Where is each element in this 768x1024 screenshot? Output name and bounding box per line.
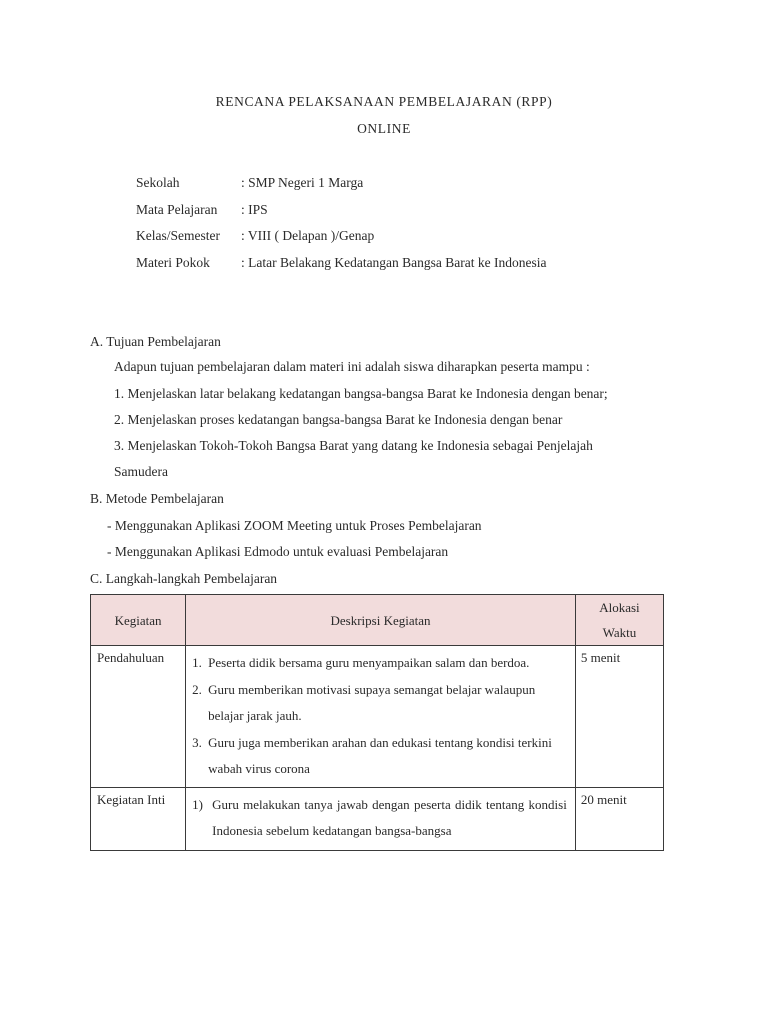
step-number: 1. (192, 655, 202, 670)
header-alokasi-line2: Waktu (602, 625, 637, 640)
list-item (192, 650, 567, 677)
header-deskripsi: Deskripsi Kegiatan (186, 595, 576, 646)
row-inti-kegiatan: Kegiatan Inti (91, 787, 186, 850)
identity-value-sekolah: : SMP Negeri 1 Marga (241, 175, 364, 190)
identity-value-mapel: : IPS (241, 202, 268, 217)
table-header-row (91, 595, 664, 646)
document-subtitle: ONLINE (357, 121, 411, 136)
header-kegiatan: Kegiatan (91, 595, 186, 646)
table-row (91, 787, 664, 850)
header-alokasi-line1: Alokasi (599, 600, 640, 615)
row-inti-waktu: 20 menit (575, 787, 663, 850)
table-row (91, 646, 664, 788)
row-pendahuluan-waktu: 5 menit (575, 646, 663, 788)
section-a-intro: Adapun tujuan pembelajaran dalam materi ini adalah siswa diharapkan peserta mampu : (114, 359, 590, 374)
section-b-item-1: - Menggunakan Aplikasi ZOOM Meeting untuk Proses Pembelajaran (107, 518, 482, 533)
identity-label-kelas: Kelas/Semester (136, 228, 220, 243)
row-pendahuluan-kegiatan: Pendahuluan (91, 646, 186, 788)
step-number: 3. (192, 734, 202, 750)
identity-label-mapel: Mata Pelajaran (136, 202, 218, 217)
section-a-item-2: 2. Menjelaskan proses kedatangan bangsa-bangsa Barat ke Indonesia dengan benar (114, 412, 563, 427)
header-alokasi (575, 595, 663, 646)
section-a-heading: A. Tujuan Pembelajaran (90, 334, 221, 349)
step-number: 2. (192, 681, 202, 697)
section-b-heading: B. Metode Pembelajaran (90, 491, 224, 506)
step-number: 1) (192, 796, 203, 812)
section-a-item-3: 3. Menjelaskan Tokoh-Tokoh Bangsa Barat yang datang ke Indonesia sebagai Penjelajah (114, 438, 593, 453)
list-item (192, 792, 567, 845)
step-text: Peserta didik bersama guru menyampaikan salam dan berdoa. (208, 655, 530, 670)
row-pendahuluan-deskripsi (186, 646, 576, 788)
step-text: Guru melakukan tanya jawab dengan peserta didik tentang kondisi Indonesia sebelum kedatangan bangsa-bangsa (212, 796, 567, 838)
section-c-heading: C. Langkah-langkah Pembelajaran (90, 571, 278, 586)
list-item (192, 677, 567, 730)
identity-value-kelas: : VIII ( Delapan )/Genap (241, 228, 375, 243)
identity-label-sekolah: Sekolah (136, 175, 180, 190)
list-item (192, 730, 567, 783)
step-text: Guru juga memberikan arahan dan edukasi tentang kondisi terkini wabah virus corona (208, 734, 552, 776)
section-a-item-3-cont: Samudera (114, 464, 168, 479)
section-a-item-1: 1. Menjelaskan latar belakang kedatangan bangsa-bangsa Barat ke Indonesia dengan benar; (114, 386, 608, 401)
identity-label-materi: Materi Pokok (136, 255, 210, 270)
document-title: RENCANA PELAKSANAAN PEMBELAJARAN (RPP) (215, 94, 553, 109)
row-inti-deskripsi (186, 787, 576, 850)
learning-steps-table (90, 594, 664, 851)
identity-value-materi: : Latar Belakang Kedatangan Bangsa Barat ke Indonesia (241, 255, 547, 270)
section-b-item-2: - Menggunakan Aplikasi Edmodo untuk evaluasi Pembelajaran (107, 544, 449, 559)
step-text: Guru memberikan motivasi supaya semangat belajar walaupun belajar jarak jauh. (208, 681, 536, 723)
